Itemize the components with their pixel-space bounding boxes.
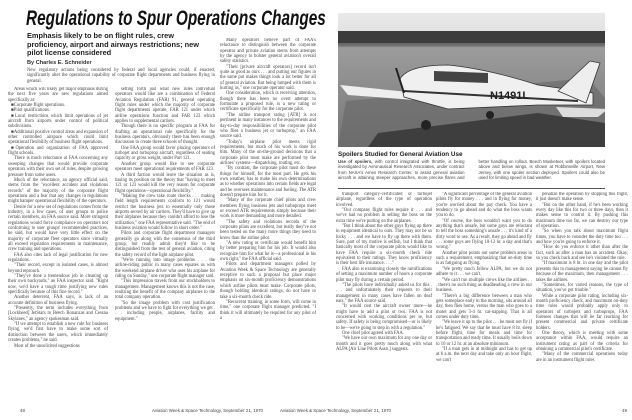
paragraph: "A significant percentage of the general aviation pilots fly for money . . . and in flying for money, you're worried about the pay check. You have a tendency to go ahead and do what the boss wants you to do.	[436, 192, 532, 219]
byline: By Charles E. Schneider	[27, 60, 92, 66]
paragraph: ■Operation and organization of FAA approved flight schools.	[8, 145, 108, 157]
subheadline: Emphasis likely to be on flight rules, crew proficiency, airport and airways restrictions; new pilot license considered	[27, 31, 199, 58]
paragraph: transport category-certificated or turbojet airplane, regardless of the type of operation involved.	[336, 192, 432, 208]
caption-body: with control integrated with throttle, is being investigated by Aeronautical Research Associates, under contract from NASA's Ames Research Center, to assist general aviation aircraft in attaining steeper approaches, more precise flares and better handling on rollout. Beech Musketeer, with spoilers located above and below wings, is shown at Robbinsville Airport, New Jersey, with one spoiler section deployed. Spoilers could also be used for limiting speed in bad weather.	[338, 159, 605, 180]
caption-divider	[338, 188, 605, 189]
paragraph: "Many of the corporate chief pilots and crew members flying business jets and turboprops meet or exceed ATR requirements simply because their work is more demanding and more detailed.	[220, 198, 316, 220]
tail-number: N1491L	[490, 90, 530, 102]
paragraph: "By contrast, the corporate pilot must do these things for himself, for the most part. He gets his own weather, has to make his own determinations as to whether operations into certain fields are legal and he oversees maintenance and fueling. The ATR doesn't prepare him for it.	[220, 166, 316, 198]
headline: Regulations to Spur Operations Changes	[26, 6, 326, 30]
paragraph: "Their record, except in isolated cases, is almost beyond reproach.	[8, 263, 108, 274]
caption-text	[338, 159, 605, 180]
paragraph: Pilots and department managers polled by Aviation Week & Space Technology are generally receptive to such a proposal but place major emphasis on six-month proficiency demonstrations which airline pilots must make. Corporate pilots, though holding identical ratings, do not have to take a six-month check ride.	[220, 262, 316, 300]
paragraph: Much of the reluctance, an agency official said, stems from the "excellent accident and violations records" of the majority of the corporate flight operations and a fear that any changes in regulations might hamper operational flexibility of the operators.	[8, 177, 108, 205]
paragraph: "They've done a tremendous job in cleaning up their own backyards," an FAA inspector said. "Right now, we'd have a tough time justifying new rules specifically because of this fine record."	[8, 274, 108, 296]
paragraph: Pilots and corporate flight department managers generally go along with the consensus of the third group, but readily admit they'd like to be distinguished from the rest of general aviation, citing the safety record of the light airplane pilot.	[115, 231, 215, 258]
paragraph: FAA also is examining closely the ramifications of setting a maximum number of hours a corporate pilot may fly during a certain period.	[336, 266, 432, 283]
page-number-right: 49	[622, 408, 627, 413]
paragraph: "If maximum is 8 hr. in one day and the pilot presents this to management saying he cannot fly because of the maximum, then management . . . takes the airlines.	[536, 261, 628, 283]
paragraph: ■Pilot qualifications.	[11, 108, 51, 114]
paragraph: "It would cost the aircraft owner more—he might have to add a pilot or two. FAA is not concerned with working conditions per se, but safety. If safety is being compromised—or is likely to be—we're going to step in with a regulation."	[336, 304, 432, 331]
paragraph: ■Local restrictions which limit operations of jet aircraft from airports under control of political subdivisions.	[8, 113, 108, 130]
paragraph: "We can't run multiple crews like the airlines . . . there's no such thing as deadheading a crew in our business.	[436, 277, 532, 294]
paragraph: ■Corporate flight operations.	[11, 103, 66, 109]
paragraph: One FAA group would favor placing operators of turbojet and turboprop aircraft, regardless of seating capacity or gross weight, under Part 121.	[115, 145, 215, 162]
paragraph: "We pretty much follow ALPA, but we do not adhere to it . . . we can't.	[436, 266, 532, 278]
paragraph: Another deterrent, FAA says, is lack of an accurate definition of business flying.	[8, 295, 108, 306]
paragraph: setting forth just what new rules individual operators would like are a combination of Federal Aviation Regulation (FAR) 91, general operating flight rules under which the majority of corporate flight departments operate, FAR 121 under which airline operations function and FAR 123 which applies to supplemental carriers.	[115, 87, 215, 125]
paragraph: One theory, which is meeting with some acceptance within FAA, would require an instrument rating as part of the criteria for obtaining a commercial pilot's certificate.	[536, 330, 628, 352]
paragraph: "Our company flight rules require it . . . and we've had no problem in selling the boss on the extra time we're putting on the airplanes.	[336, 208, 432, 224]
paragraph: "If a man gets in at midnight and has to get up at 6 a.m. the next day and take only an hour flight, we can't	[436, 346, 532, 363]
paragraph: Desire for a new set of regulations comes from the industry, in a few cases, of user groups to police certain members, an FAA source said. More stringent regulations would force compliance on operators not conforming to user groups' recommended practices, he said, but would have very little effect on the majority of corporate fleet operators since virtually all exceed regulation requirements in maintenance, crew training and operations.	[8, 204, 108, 253]
paragraph: "But I think about the other guys flying up there in equipment identical to ours. They may not be so lucky . . . and we have to fly up there with them. Sure, part of my motive is selfish, but I think that basically most of the corporate pilots would like to have FAA require a six-month check ride equivalent to their ratings. They know proficiency is their best life insurance. . . ."	[336, 224, 432, 267]
right-column-3	[536, 192, 628, 400]
aircraft-photo	[338, 13, 605, 147]
paragraph: "Presently, the term includes everything from [Lockheed] JetStars to Beech Bonanzas and Cessna Skylanes," an agency spokesman said.	[8, 306, 108, 322]
footer-credit-left: Aviation Week & Space Technology, September 21, 1970	[152, 408, 263, 413]
paragraph: Though there is no specific program at FAA for drafting an operational rule specifically for the business operators, obviously there has been enough discussion to create three schools of thought.	[115, 124, 215, 146]
paragraph: One consideration, which is receiving attention, though there has been no overt attempt to formulate a proposed rule, is a new rating or certificate specifically for the corporate pilot.	[220, 91, 316, 113]
paragraph: "Making the crew take route checks . . . making field length requirements conform to 121 would restrict the business jets to essentially only those airports served by air carriers. They'd have to give up their airplanes because they couldn't afford to lose the utilization," one FAA representative said. "The end of business aviation would follow in short order."	[115, 193, 215, 231]
paragraph: "There's a big difference between a man who gets someplace early in the morning, sits around all day, then flies home, versus the man who goes to a motel and gets 3-4 hr. cat-napping. That is all comes under duty time.	[436, 293, 532, 320]
right-column-1	[336, 192, 432, 400]
paragraph: "How do you enforce it other than after the fact, such as after a man has an accident. Okay, so you check back and see he's violated the rule.	[536, 245, 628, 262]
paragraph: "If we attempt to establish a new rule for business flying, we'd first have to make some sort of distinction between the users, which immediately creates problems," he said.	[8, 322, 108, 344]
page-number-left: 48	[20, 408, 25, 413]
paragraph: "So the image problem with cost justification problems and we have to fight for everything we get . . . including people, airplanes, facility and equipment."	[115, 300, 215, 322]
paragraph: "Sometimes, for varied reasons, the type of situation, you've got trouble."	[536, 282, 628, 294]
paragraph: Most of the unsolicited suggestions	[14, 343, 80, 349]
paragraph: "This impression travels from our stockholders to management. Management knows this is not the case, realizing the benefit of the company airplanes to the total company operation.	[115, 279, 215, 301]
left-column-1	[8, 87, 108, 400]
paragraph: "We're running into image problems . . . the airline-riding public in many cases equates us with the weekend airplane driver who uses his airplane for riding on Sunday," one corporate flight manager said.	[115, 258, 215, 280]
paragraph: There is much reluctance at FAA concerning any sweeping changes that would provide corporate operators with their own set of rules, despite growing pressure from some users.	[8, 156, 108, 178]
paragraph: Another pilot points out some problem areas in such a requirement, emphasizing that on-duty time is as fatiguing as flying.	[436, 250, 532, 267]
left-column-3	[220, 38, 316, 400]
plane-illustration	[338, 13, 605, 147]
caption-lead: Use of spoilers,	[338, 159, 373, 164]
paragraph: "We leave it up to the pilot . . . he must not fly if he's fatigued. We say that he must have 8 hr. sleep before flight, time for meals and time for transportation and ready time. It usually boils down to 10 or 12 hr. at an absolute minimum.	[436, 320, 532, 347]
paragraph: "The airline transport rating [ATR] is not pertinent in many instances to the requirements and day-to-day responsibilities of the corporate pilot who flies a business jet or turboprop," an FAA source said.	[220, 112, 316, 140]
paragraph: "Many of the commercial operations today are in an instrument flight rules	[536, 352, 628, 363]
right-column-2	[436, 192, 532, 400]
paragraph: "The pilots have individually asked us for this . . . and unfortunately their requests to their management in many cases have fallen on deaf ears," the FAA source said.	[336, 282, 432, 304]
paragraph: Areas which will likely get major emphasis during the next five years are new regulations aimed specifically at:	[8, 87, 108, 103]
paragraph: Another group would like to see corporate operators meet operational requirements of FAR 123.	[115, 161, 215, 173]
paragraph: "Today's airplane pilot meets rigid requirements, but much of his work is done for him. Many of the on-the-ground decisions that a corporate pilot must make are performed by the airlines' systems—dispatching, routing, etc.	[220, 139, 316, 166]
paragraph: While a corporate pilot rating, including six-month proficiency check, and maximum on-duty time rules would probably apply only to operators of turbojets and turboprops, FAA foresees changes that will be far reaching for present commercial and private certificate holders.	[536, 293, 628, 331]
paragraph: "Of course, the boss wouldn't want you to do anything that's unsafe, but some guys are reluctant to tell the boss something's unsafe . . . it's kind of a dirty word to use. As a result, they go ahead and fly . . . some guys are flying 10-12 hr. a day and that's wrong."	[436, 218, 532, 251]
footer-credit-right: Aviation Week & Space Technology, September 21, 1970	[280, 408, 391, 413]
paragraph: "A new rating or certificate would benefit him by better preparing him for his job. It would also recognize him for what he is—a professional in his own right," the FAA official said.	[220, 241, 316, 263]
left-column-2	[115, 87, 215, 400]
paragraph: "So when you talk about maximum flight times, you have to consider the duty time too . . . and how you're going to enforce it.	[536, 229, 628, 246]
paragraph: "The safety and violations records of the corporate pilots are excellent, but really they've not been tested on the many more things they need to know than the airline pilot.	[220, 219, 316, 241]
paragraph: ■Additional positive control areas and expansion of other controlled airspace which could limit operational flexibility of business flight operations.	[8, 129, 108, 146]
paragraph: penalize the operation by stopping this flight, it just doesn't make sense.	[536, 192, 628, 203]
paragraph: "But on the other hand, if he's been working every day like this for two or three days, then it makes sense to control it. By pushing this maximum time too far, we can destroy our type of operation.	[536, 202, 628, 230]
paragraph: "We have our own maximum for any one day or month and it goes pretty much along with what ALPA [Air Line Pilots Assn.] suggests.	[336, 336, 432, 352]
paragraph: Many operators believe part of FAA's reluctance to distinguish between the corporate operator and private aviation stems from attempts by the agency to bolster general aviation's overall safety statistics.	[220, 38, 316, 65]
paragraph: A third faction would leave the situation as is, basing its position on the theory that "having to meet 121 or 123 would kill the very reason for corporate flight operations—operational flexibility."	[115, 172, 215, 194]
paragraph: One chief pilot agreed with FAA.	[342, 330, 405, 336]
paragraph: "Recurrent training, in some form, will come in time," one corporate flight manager predicted. "I think it will ultimately be required for any pilot of a	[220, 299, 316, 321]
caption-title: Spoilers Studied for General Aviation Use	[338, 151, 463, 158]
paragraph: "Their [private aircraft operators] record isn't quite as good as ours . . . and putting our figures in the same pot makes things look a lot better for all of general aviation. But being lumped with them is hurting us," one corporate operator said.	[220, 64, 316, 92]
intro-paragraph: New regulatory actions being considered by federal and local agencies could, if enacted, significantly alter the operational capability of corporate flight departments and business flying in general.	[27, 68, 215, 84]
paragraph: FAA also cites lack of legal justification for new regulations.	[8, 252, 108, 263]
